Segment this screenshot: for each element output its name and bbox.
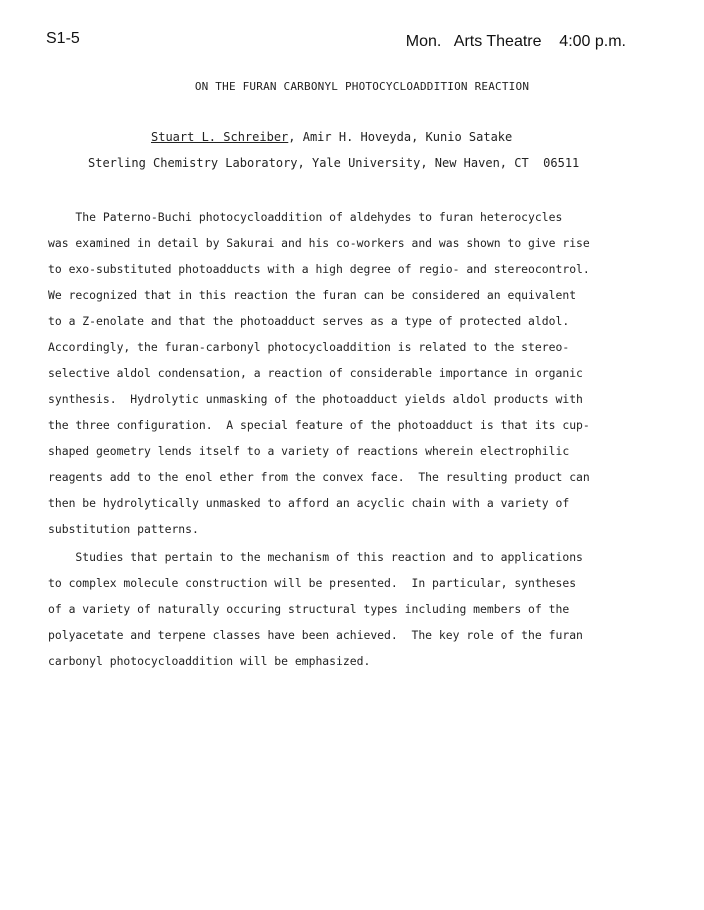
abstract-line: shaped geometry lends itself to a variety of reactions wherein electrophilic bbox=[48, 444, 570, 458]
abstract-line: The Paterno-Buchi photocycloaddition of aldehydes to furan heterocycles bbox=[48, 210, 563, 224]
affiliation: Sterling Chemistry Laboratory, Yale University, New Haven, CT 06511 bbox=[88, 156, 580, 170]
coauthor-names: , Amir H. Hoveyda, Kunio Satake bbox=[288, 130, 513, 144]
abstract-line: carbonyl photocycloaddition will be emphasized. bbox=[48, 654, 371, 668]
abstract-line: Accordingly, the furan-carbonyl photocycloaddition is related to the stereo- bbox=[48, 340, 570, 354]
abstract-line: reagents add to the enol ether from the convex face. The resulting product can bbox=[48, 470, 590, 484]
abstract-line: selective aldol condensation, a reaction of considerable importance in organic bbox=[48, 366, 583, 380]
abstract-line: to exo-substituted photoadducts with a high degree of regio- and stereocontrol. bbox=[48, 262, 590, 276]
abstract-line: the three configuration. A special feature of the photoadduct is that its cup- bbox=[48, 418, 590, 432]
abstract-line: Studies that pertain to the mechanism of this reaction and to applications bbox=[48, 550, 583, 564]
session-code: S1-5 bbox=[46, 30, 80, 47]
author-line bbox=[151, 130, 512, 144]
abstract-line: synthesis. Hydrolytic unmasking of the photoadduct yields aldol products with bbox=[48, 392, 583, 406]
abstract-line: then be hydrolytically unmasked to afford an acyclic chain with a variety of bbox=[48, 496, 570, 510]
abstract-line: polyacetate and terpene classes have been achieved. The key role of the furan bbox=[48, 628, 583, 642]
abstract-line: was examined in detail by Sakurai and his co-workers and was shown to give rise bbox=[48, 236, 590, 250]
abstract-title: ON THE FURAN CARBONYL PHOTOCYCLOADDITION REACTION bbox=[194, 80, 530, 93]
presenter-name: Stuart L. Schreiber bbox=[151, 130, 289, 144]
abstract-line: We recognized that in this reaction the furan can be considered an equivalent bbox=[48, 288, 577, 302]
session-info: Mon. Arts Theatre 4:00 p.m. bbox=[405, 33, 626, 50]
abstract-line: of a variety of naturally occuring structural types including members of the bbox=[48, 602, 570, 616]
abstract-line: to a Z-enolate and that the photoadduct serves as a type of protected aldol. bbox=[48, 314, 570, 328]
abstract-line: to complex molecule construction will be presented. In particular, syntheses bbox=[48, 576, 577, 590]
abstract-line: substitution patterns. bbox=[48, 522, 199, 536]
